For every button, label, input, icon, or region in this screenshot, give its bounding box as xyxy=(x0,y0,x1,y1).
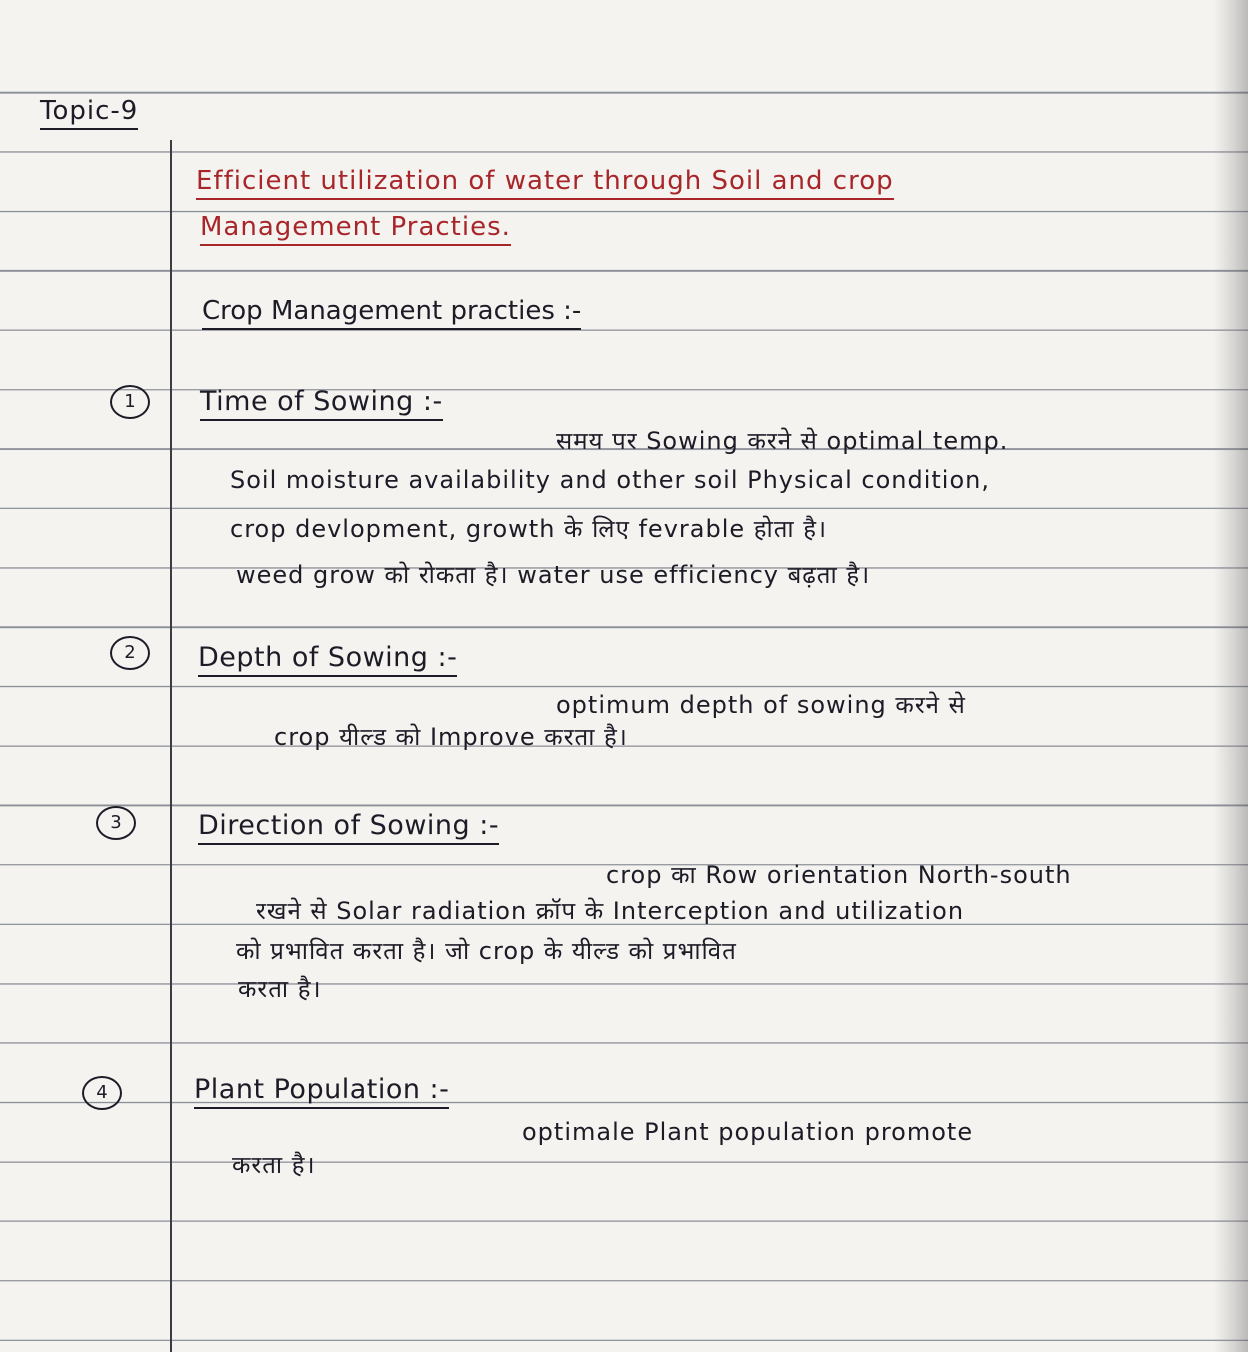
item-text-line: समय पर Sowing करने से optimal temp. xyxy=(556,427,1009,455)
topic-underline xyxy=(40,128,138,130)
notebook-spine-shadow xyxy=(1214,0,1248,1352)
item-number-badge: 3 xyxy=(96,806,136,840)
margin-line xyxy=(170,140,172,1352)
item-text-line: optimale Plant population promote xyxy=(522,1118,974,1146)
item-text-line: रखने से Solar radiation क्रॉप के Interception and utilization xyxy=(256,897,965,925)
item-heading-depth-of-sowing: Depth of Sowing :- xyxy=(198,642,457,673)
item-number-badge: 4 xyxy=(82,1076,122,1110)
section-heading: Crop Management practies :- xyxy=(202,296,581,326)
item-heading-plant-population: Plant Population :- xyxy=(194,1074,449,1105)
item-number-badge: 2 xyxy=(110,636,150,670)
item-text-line: crop यील्ड को Improve करता है। xyxy=(274,723,628,751)
item-text-line: weed grow को रोकता है। water use efficiency बढ़ता है। xyxy=(236,561,871,589)
page-title-line-2: Management Practies. xyxy=(200,212,511,242)
item-text-line: को प्रभावित करता है। जो crop के यील्ड को प्रभावित xyxy=(236,937,737,965)
item-text-line: करता है। xyxy=(232,1151,316,1179)
page-title-line-1: Efficient utilization of water through Soil and crop xyxy=(196,166,894,196)
item-text-line: Soil moisture availability and other soil Physical condition, xyxy=(230,466,990,494)
item-text-line: crop devlopment, growth के लिए fevrable होता है। xyxy=(230,515,828,543)
item-heading-direction-of-sowing: Direction of Sowing :- xyxy=(198,810,499,841)
item-text-line: करता है। xyxy=(238,975,322,1003)
item-text-line: optimum depth of sowing करने से xyxy=(556,691,966,719)
topic-label: Topic-9 xyxy=(40,96,138,126)
item-heading-time-of-sowing: Time of Sowing :- xyxy=(200,386,443,417)
item-text-line: crop का Row orientation North-south xyxy=(606,861,1072,889)
item-number-badge: 1 xyxy=(110,385,150,419)
